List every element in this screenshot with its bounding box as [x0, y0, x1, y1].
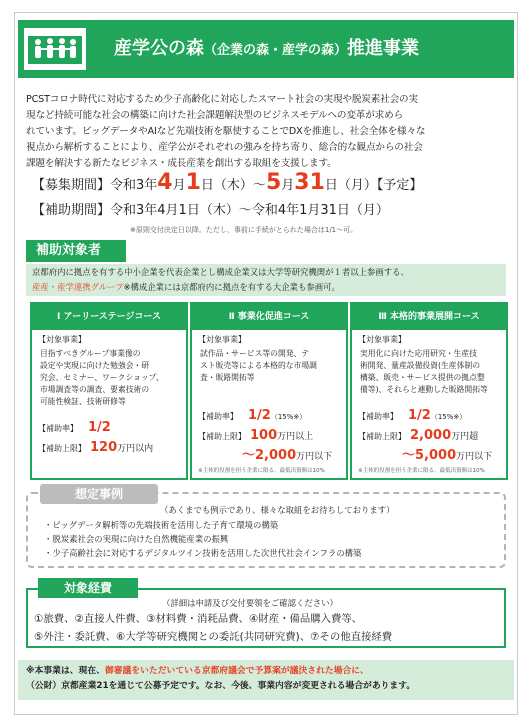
eligible-group-name: 産産・産学連携グループ	[32, 282, 124, 292]
limit-max-value: ～5,000	[402, 448, 457, 463]
expenses-line: ①旅費、②直接人件費、③材料費・消耗品費、④財産・備品購入費等、	[34, 613, 363, 625]
period-note: ※原則交付決定日以降。ただし、事前に手続がとられた場合は1/1～可。	[130, 226, 358, 234]
recruit-period	[32, 172, 502, 197]
intro-paragraph	[26, 92, 508, 172]
course-rate	[198, 408, 306, 423]
course-desc-line: スト販売等による本格的な市場調	[200, 361, 317, 370]
course-limit	[198, 428, 313, 443]
footer-highlight: 御審議をいただいている京都府議会で予算案が議決された場合に、	[104, 666, 369, 676]
subsidy-period: 【補助期間】令和3年4月1日（木）～令和4年1月31日（月）	[32, 203, 389, 218]
case-item: ・ビッグデータ解析等の先端技術を活用した子育て環境の構築	[44, 520, 279, 530]
limit-unit: 万円超	[451, 432, 479, 442]
course-desc-line: 術開発、量産設備投資(生産体制の	[360, 361, 480, 370]
eligible-box	[26, 264, 506, 296]
rate-label: 【補助率】	[198, 412, 238, 421]
recruit-month-start: 4	[157, 170, 173, 195]
rate-value: 1/2	[88, 420, 111, 435]
cases-label: 想定事例	[40, 484, 158, 504]
cases-list	[44, 518, 361, 560]
footer-line	[26, 664, 506, 679]
limit-max-value: ～2,000	[242, 448, 297, 463]
title-tail: 推進事業	[347, 38, 420, 59]
case-item: ・脱炭素社会の実現に向けた自然機能産業の振興	[44, 534, 229, 544]
course-desc-line: 目指すべきグループ事業像の	[40, 349, 141, 358]
rate-pct: （15%※）	[430, 413, 467, 421]
limit-label: 【補助上限】	[38, 444, 86, 453]
course-limit-max	[242, 444, 332, 463]
course-title: Ⅰ アーリーステージコース	[32, 304, 186, 330]
course-card	[350, 302, 508, 480]
intro-line: 課題を解決する新たなビジネス・成長産業を創出する取組を支援します。	[26, 158, 337, 169]
recruit-day-end: 31	[294, 170, 325, 195]
footer-text: ※本事業は、現在、	[26, 666, 105, 676]
course-card	[30, 302, 188, 480]
course-sub: 【対象事業】	[358, 335, 406, 344]
limit-max-unit: 万円以下	[456, 452, 493, 462]
limit-label: 【補助上限】	[358, 432, 406, 441]
course-desc-line: 備等)、それらと連動した販路開拓等	[360, 385, 488, 394]
course-desc-line: 可能性検証、技術研修等	[40, 397, 126, 406]
recruit-text: 日（木）～	[200, 178, 266, 193]
course-limit-max	[402, 444, 492, 463]
eligible-note: ※構成企業には京都府内に拠点を有する大企業も参画可。	[123, 282, 340, 292]
case-item: ・少子高齢社会に対応するデジタルツイン技術を活用した次世代社会インフラの構築	[44, 548, 362, 558]
course-desc	[40, 348, 180, 408]
cases-intro: （あくまでも例示であり、様々な取組をお待ちしております）	[160, 505, 395, 515]
course-desc	[200, 348, 340, 384]
footer-line: （公財）京都産業21を通じて公募予定です。なお、今後、事業内容が変更される場合があります。	[26, 681, 416, 691]
recruit-label: 【募集期間】令和3年	[32, 178, 158, 193]
rate-value: 1/2	[408, 408, 431, 423]
course-desc-line: 市場調査等の調査、要素技術の	[40, 385, 150, 394]
course-title: Ⅲ 本格的事業展開コース	[352, 304, 506, 330]
limit-unit: 万円以内	[117, 444, 154, 454]
course-desc-line: 構築、販売・サービス提供の拠点整	[360, 373, 485, 382]
course-desc-line: 試作品・サービス等の開発、テ	[200, 349, 310, 358]
course-title: Ⅱ 事業化促進コース	[192, 304, 346, 330]
expenses-line: ⑤外注・委託費、⑥大学等研究機関との委託(共同研究費)、⑦その他直接経費	[34, 631, 393, 643]
page-title	[114, 34, 510, 64]
rate-value: 1/2	[248, 408, 271, 423]
limit-label: 【補助上限】	[198, 432, 246, 441]
intro-line: 現など持続可能な社会の構築に向けた社会課題解決型のビジネスモデルへの変革が求めら	[26, 110, 403, 121]
course-desc-line: 実用化に向けた応用研究・生産技	[360, 349, 477, 358]
recruit-day-start: 1	[185, 170, 201, 195]
expenses-note: （詳細は申請及び交付要領をご確認ください）	[162, 598, 338, 608]
intro-line: 視点から解析することにより、産学公がそれぞれの強みを持ち寄り、総合的な観点からの社会	[26, 142, 423, 153]
course-desc-line: 設定や実現に向けた勉強会・研	[40, 361, 150, 370]
course-limit	[38, 440, 153, 455]
course-sub: 【対象事業】	[198, 335, 246, 344]
intro-line: PCSTコロナ時代に対応するため少子高齢化に対応したスマート社会の実現や脱炭素社会の実	[26, 94, 418, 105]
limit-value: 100	[250, 428, 278, 443]
recruit-text: 月	[281, 178, 295, 193]
course-foot: ※主体的役割を担う企業に限る。最低出資額は10%	[358, 468, 485, 474]
course-desc-line: 査・販路開拓等	[200, 373, 255, 382]
limit-value: 2,000	[410, 428, 452, 443]
course-sub: 【対象事業】	[38, 335, 86, 344]
logo-people-icon	[24, 28, 86, 70]
rate-label: 【補助率】	[38, 424, 78, 433]
recruit-text: 月	[172, 178, 186, 193]
course-desc	[360, 348, 500, 396]
eligible-line: 京都府内に拠点を有する中小企業を代表企業とし構成企業又は大学等研究機関が１者以上参画する、	[32, 267, 409, 277]
rate-label: 【補助率】	[358, 412, 398, 421]
course-desc-line: 究会、セミナー、ワークショップ、	[40, 373, 164, 382]
eligible-line	[32, 280, 500, 295]
limit-unit: 万円以上	[277, 432, 314, 442]
limit-value: 120	[90, 440, 118, 455]
intro-line: れています。ビッグデータやAIなど先端技術を駆使することでDXを推進し、社会全体を様々な	[26, 126, 426, 137]
course-rate	[358, 408, 466, 423]
course-foot: ※主体的役割を担う企業に限る。最低出資額は10%	[198, 468, 325, 474]
recruit-month-end: 5	[265, 170, 282, 195]
header-banner	[18, 20, 514, 78]
course-limit	[358, 428, 478, 443]
expenses-label: 対象経費	[38, 578, 138, 598]
rate-pct: （15%※）	[270, 413, 307, 421]
course-rate	[38, 420, 111, 435]
footer-note	[18, 660, 514, 700]
recruit-text: 日（月）【予定】	[324, 178, 423, 193]
eligible-label: 補助対象者	[26, 240, 126, 262]
limit-max-unit: 万円以下	[296, 452, 333, 462]
title-main: 産学公の森	[114, 38, 204, 59]
course-card	[190, 302, 348, 480]
title-sub: （企業の森・産学の森）	[204, 43, 348, 58]
